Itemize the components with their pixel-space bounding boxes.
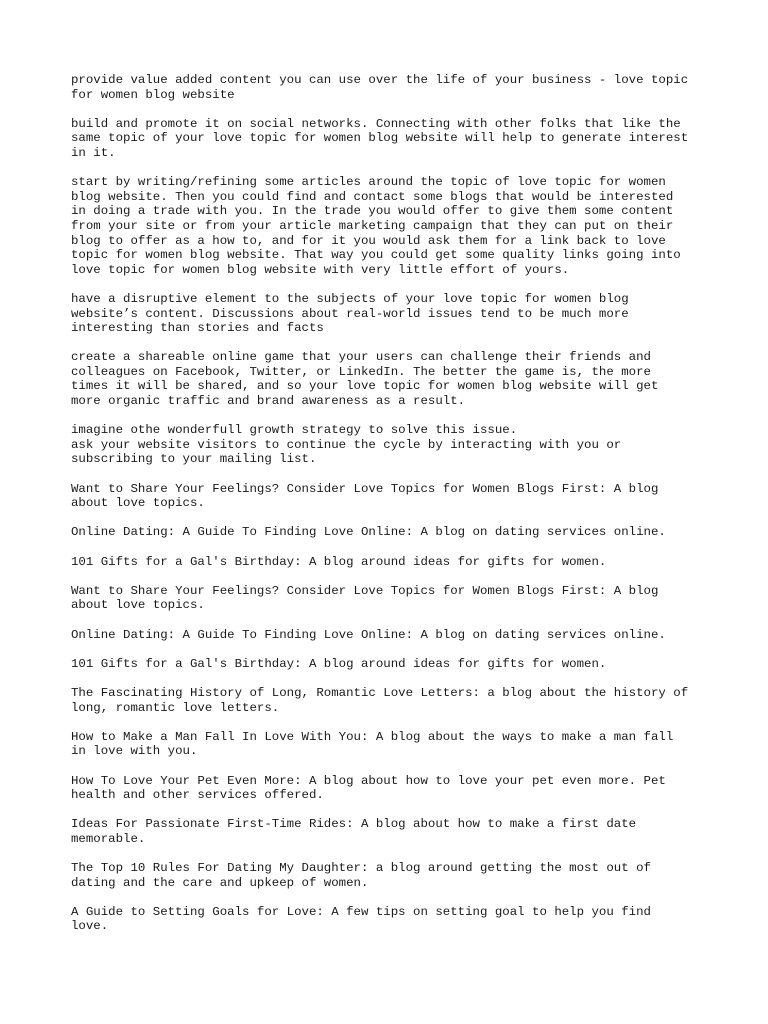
paragraph [71,525,711,540]
text-line: Want to Share Your Feelings? Consider Love Topics for Women Blogs First: A blog [71,481,659,496]
paragraph [71,686,711,715]
text-line: 101 Gifts for a Gal's Birthday: A blog around ideas for gifts for women. [71,656,607,671]
text-line: about love topics. [71,496,205,511]
text-line: create a shareable online game that your users can challenge their friends and [71,350,651,365]
text-line: same topic of your love topic for women blog website will help to generate interest [71,131,689,146]
text-line: have a disruptive element to the subjects of your love topic for women blog [71,291,629,306]
paragraph [71,482,711,511]
text-line: love. [71,919,109,934]
text-line: website’s content. Discussions about real-world issues tend to be much more [71,306,629,321]
text-line: times it will be shared, and so your love topic for women blog website will get [71,379,659,394]
text-line: start by writing/refining some articles around the topic of love topic for women [71,175,666,190]
text-line: Ideas For Passionate First-Time Rides: A blog about how to make a first date [71,817,637,832]
text-line: interesting than stories and facts [71,321,324,336]
text-line: memorable. [71,831,146,846]
text-line: Online Dating: A Guide To Finding Love Online: A blog on dating services online. [71,627,666,642]
text-line: How to Make a Man Fall In Love With You: A blog about the ways to make a man fall [71,729,674,744]
text-line: 101 Gifts for a Gal's Birthday: A blog around ideas for gifts for women. [71,554,607,569]
text-line: ask your website visitors to continue the cycle by interacting with you or [71,437,622,452]
text-line: love topic for women blog website with very little effort of yours. [71,262,570,277]
paragraph [71,905,711,934]
paragraph [71,175,711,277]
paragraph [71,117,711,161]
paragraph [71,861,711,890]
paragraph [71,774,711,803]
text-line: The Top 10 Rules For Dating My Daughter: a blog around getting the most out of [71,861,651,876]
paragraph [71,730,711,759]
paragraph [71,555,711,570]
text-line: subscribing to your mailing list. [71,452,317,467]
text-line: build and promote it on social networks. Connecting with other folks that like the [71,116,681,131]
paragraph [71,817,711,846]
text-line: blog to offer as a how to, and for it you would ask them for a link back to love [71,233,666,248]
paragraph [71,350,711,408]
paragraph [71,628,711,643]
text-line: colleagues on Facebook, Twitter, or LinkedIn. The better the game is, the more [71,364,651,379]
text-line: long, romantic love letters. [71,700,280,715]
paragraph [71,657,711,672]
text-line: from your site or from your article marketing campaign that they can put on their [71,218,674,233]
text-line: A Guide to Setting Goals for Love: A few tips on setting goal to help you find [71,904,651,919]
paragraph [71,584,711,613]
paragraph [71,73,711,102]
text-line: topic for women blog website. That way you could get some quality links going into [71,248,681,263]
text-line: in it. [71,145,116,160]
text-line: imagine othe wonderfull growth strategy to solve this issue. [71,423,518,438]
text-line: about love topics. [71,598,205,613]
text-line: for women blog website [71,87,235,102]
text-line: in doing a trade with you. In the trade you would offer to give them some content [71,204,674,219]
paragraph [71,292,711,336]
text-line: health and other services offered. [71,788,324,803]
text-line: The Fascinating History of Long, Romantic Love Letters: a blog about the history of [71,685,689,700]
text-line: How To Love Your Pet Even More: A blog about how to love your pet even more. Pet [71,773,666,788]
text-line: more organic traffic and brand awareness as a result. [71,394,466,409]
text-line: blog website. Then you could find and contact some blogs that would be interested [71,189,674,204]
paragraph [71,423,711,467]
text-line: in love with you. [71,744,198,759]
text-line: Online Dating: A Guide To Finding Love Online: A blog on dating services online. [71,525,666,540]
text-line: Want to Share Your Feelings? Consider Love Topics for Women Blogs First: A blog [71,583,659,598]
text-line: dating and the care and upkeep of women. [71,875,369,890]
document-page [71,73,711,949]
text-line: provide value added content you can use over the life of your business - love topic [71,73,689,87]
